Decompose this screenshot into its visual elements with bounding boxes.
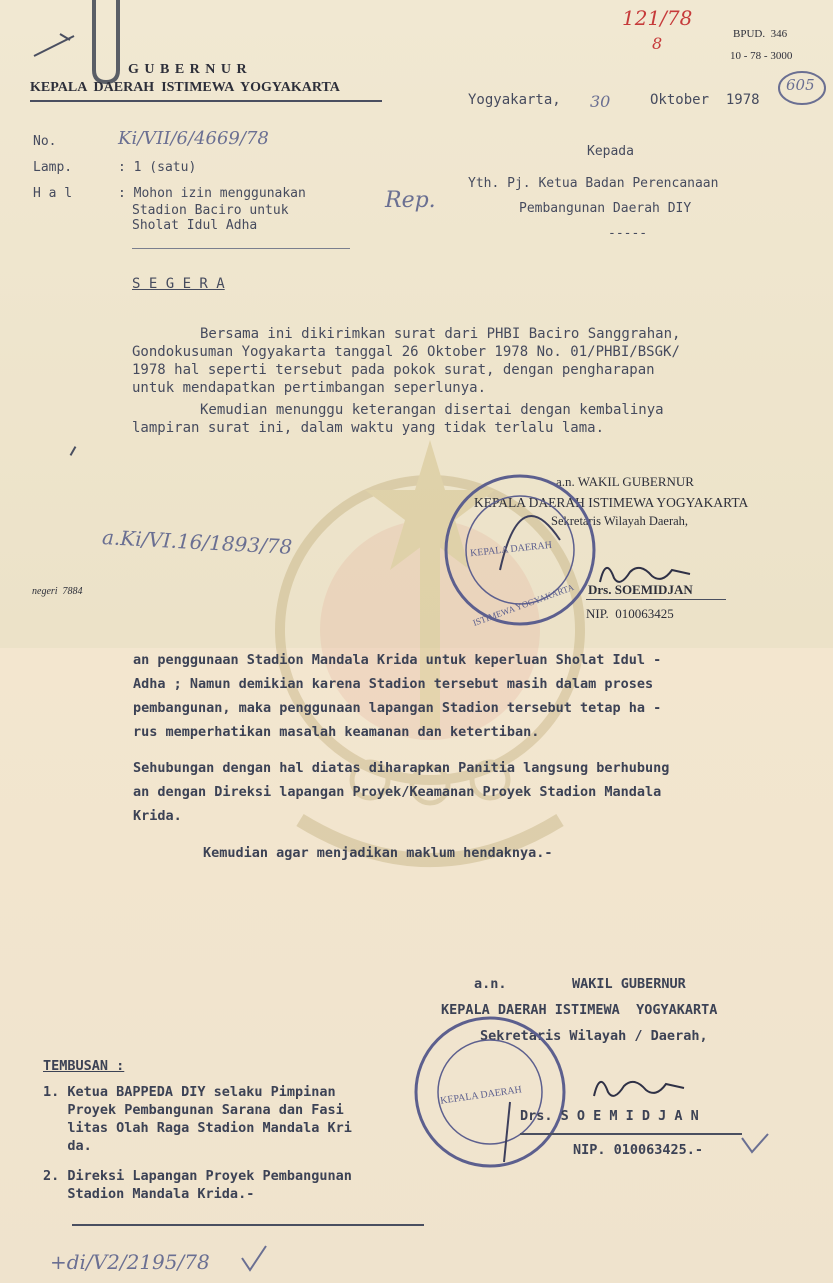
seal-bottom-center-text: KEPALA DAERAH (439, 1084, 523, 1107)
signature-top-line1: a.n. WAKIL GUBERNUR (556, 474, 694, 489)
tembusan-heading: TEMBUSAN : (43, 1058, 125, 1074)
body-para2-line2: lampiran surat ini, dalam waktu yang tidak terlalu lama. (132, 420, 605, 436)
check-mark-icon (740, 1132, 770, 1156)
body-para1-line2: Gondokusuman Yogyakarta tanggal 26 Oktober 1978 No. 01/PHBI/BSGK/ (132, 344, 680, 360)
reply-line2: Adha ; Namun demikian karena Stadion tersebut masih dalam proses (133, 676, 654, 692)
paper-clip-icon (86, 0, 126, 90)
circled-number: 605 (786, 76, 815, 94)
archive-code-2: 10 - 78 - 3000 (730, 50, 793, 62)
tembusan-item1-line4: da. (43, 1138, 92, 1154)
body-para1-line4: untuk mendapatkan pertimbangan seperlunya. (132, 380, 487, 396)
signature-top-name-rule (586, 599, 726, 600)
recipient-kepada: Kepada (587, 144, 634, 159)
signature-top-name: Drs. SOEMIDJAN (588, 582, 693, 597)
hal-label: H a l (33, 186, 73, 201)
signature-bottom-line3: Sekretaris Wilayah / Daerah, (480, 1028, 708, 1044)
letter-number-handwritten: Ki/VII/6/4669/78 (118, 128, 269, 149)
printer-mark: negeri 7884 (32, 586, 83, 597)
hal-value-line3: Sholat Idul Adha (132, 218, 258, 233)
lamp-value: : 1 (satu) (118, 160, 197, 175)
signature-bottom-line1: WAKIL GUBERNUR (572, 976, 686, 992)
handwritten-reference-mid: a.Ki/VI.16/1893/78 (101, 525, 293, 559)
signature-bottom-line2: KEPALA DAERAH ISTIMEWA YOGYAKARTA (441, 1002, 718, 1018)
reply-line6: an dengan Direksi lapangan Proyek/Keamanan Proyek Stadion Mandala (133, 784, 662, 800)
body-para1-line3: 1978 hal seperti tersebut pada pokok surat, dengan pengharapan (132, 362, 655, 378)
seal-top-center-text: KEPALA DAERAH (469, 539, 553, 560)
signature-bottom-name: Drs. S O E M I D J A N (520, 1108, 699, 1124)
reply-line1: an penggunaan Stadion Mandala Krida untuk keperluan Sholat Idul - (133, 652, 662, 668)
letterhead-subtitle: KEPALA DAERAH ISTIMEWA YOGYAKARTA (30, 80, 340, 95)
signature-bottom-scrawl (590, 1068, 690, 1104)
handwritten-reference-bottom: +di/V2/2195/78 (50, 1250, 210, 1274)
reply-line8: Kemudian agar menjadikan maklum hendaknya.- (203, 845, 553, 861)
hal-dashed-rule (132, 248, 350, 249)
no-label: No. (33, 134, 57, 149)
pencil-tick-mark (30, 30, 80, 60)
urgency-label: S E G E R A (132, 276, 225, 292)
signature-bottom-nip: NIP. 010063425.- (573, 1142, 704, 1158)
place-label: Yogyakarta, (468, 92, 561, 108)
body-para2-line1: Kemudian menunggu keterangan disertai dengan kembalinya (200, 402, 664, 418)
reply-line5: Sehubungan dengan hal diatas diharapkan Panitia langsung berhubung (133, 760, 670, 776)
date-day-handwritten: 30 (590, 92, 611, 111)
tembusan-item2-line2: Stadion Mandala Krida.- (43, 1186, 255, 1202)
signature-top-line2: KEPALA DAERAH ISTIMEWA YOGYAKARTA (474, 495, 749, 510)
reply-line3: pembangunan, maka penggunaan lapangan Stadion tersebut tetap ha - (133, 700, 662, 716)
date-month-year: Oktober 1978 (650, 92, 760, 108)
recipient-line1: Yth. Pj. Ketua Badan Perencanaan (468, 176, 719, 191)
tembusan-bottom-rule (72, 1224, 424, 1226)
body-para1-line1: Bersama ini dikirimkan surat dari PHBI Baciro Sanggrahan, (200, 326, 681, 342)
red-annotation-sub: 8 (652, 34, 663, 53)
reply-line4: rus memperhatikan masalah keamanan dan ketertiban. (133, 724, 540, 740)
tembusan-item1-line3: litas Olah Raga Stadion Mandala Kri (43, 1120, 352, 1136)
tembusan-item2-line1: 2. Direksi Lapangan Proyek Pembangunan (43, 1168, 352, 1184)
seal-top-ring-text: ISTIMEWA YOGYAKARTA (471, 582, 576, 628)
reply-line7: Krida. (133, 808, 182, 824)
archive-code-1: BPUD. 346 (733, 28, 788, 40)
recipient-line2: Pembangunan Daerah DIY (519, 201, 692, 216)
check-mark-bottom-icon (240, 1244, 270, 1274)
recipient-underline: ----- (608, 226, 648, 241)
tembusan-item1-line2: Proyek Pembangunan Sarana dan Fasi (43, 1102, 344, 1118)
red-annotation: 121/78 (622, 6, 693, 30)
hal-value-line1: : Mohon izin menggunakan (118, 186, 306, 201)
signature-top-line3: Sekretaris Wilayah Daerah, (551, 514, 689, 528)
hal-value-line2: Stadion Baciro untuk (132, 203, 289, 218)
signature-top-nip: NIP. 010063425 (586, 606, 674, 621)
letterhead-rule (30, 100, 382, 102)
letterhead-title: G U B E R N U R (128, 62, 248, 77)
signature-bottom-name-rule (520, 1133, 742, 1135)
rep-note-handwritten: Rep. (385, 188, 436, 213)
lamp-label: Lamp. (33, 160, 73, 175)
tembusan-item1-line1: 1. Ketua BAPPEDA DIY selaku Pimpinan (43, 1084, 336, 1100)
signature-bottom-an: a.n. (474, 976, 507, 992)
